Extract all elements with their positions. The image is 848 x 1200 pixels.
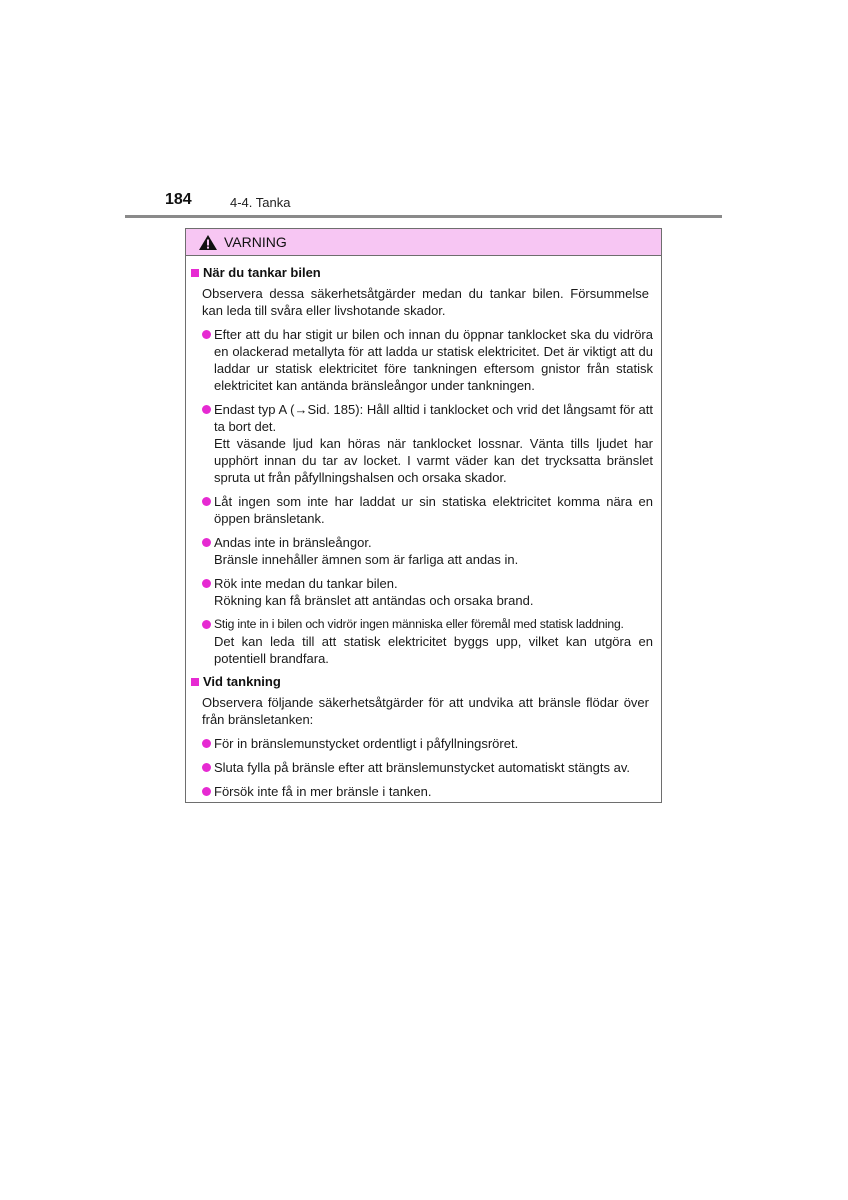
bullet-dot-icon: [202, 620, 211, 629]
list-item: [202, 783, 653, 800]
bullet-dot-icon: [202, 330, 211, 339]
list-item: [202, 575, 653, 609]
list-item-text: Det kan leda till att statisk elektricitet byggs upp, vilket kan utgöra en potentiell brandfara.: [214, 634, 653, 666]
page-number: 184: [165, 191, 192, 208]
list-item-text: Rökning kan få bränslet att antändas och orsaka brand.: [214, 593, 534, 608]
section-heading: [191, 265, 661, 280]
list-item: [202, 534, 653, 568]
bullet-dot-icon: [202, 497, 211, 506]
bullet-dot-icon: [202, 405, 211, 414]
list-item: [202, 493, 653, 527]
list-item: [202, 735, 653, 752]
warning-header: [186, 229, 661, 256]
warning-content: [186, 255, 661, 800]
list-item-text: Bränsle innehåller ämnen som är farliga att andas in.: [214, 552, 519, 567]
warning-title: VARNING: [224, 234, 287, 250]
list-item-text: Försök inte få in mer bränsle i tanken.: [214, 784, 432, 799]
section-heading-text: När du tankar bilen: [203, 265, 321, 280]
square-bullet-icon: [191, 269, 199, 277]
bullet-dot-icon: [202, 787, 211, 796]
bullet-dot-icon: [202, 579, 211, 588]
list-item-text: Sluta fylla på bränsle efter att bränslemunstycket automatiskt stängts av.: [214, 760, 630, 775]
list-item: [202, 759, 653, 776]
warning-box: [185, 228, 662, 803]
header-divider: [125, 215, 722, 218]
list-item: [202, 326, 653, 394]
list-item-text: Ett väsande ljud kan höras när tanklocket lossnar. Vänta tills ljudet har upphört innan du tar av locket. I varmt väder kan det trycksatta bränslet spruta ut från påfyllningshalsen och orsaka skador.: [214, 436, 653, 485]
list-item: [202, 616, 653, 667]
list-item: [202, 401, 653, 486]
section-intro: Observera dessa säkerhetsåtgärder medan du tankar bilen. Försummelse kan leda till svåra eller livshotande skador.: [202, 286, 649, 318]
square-bullet-icon: [191, 678, 199, 686]
list-item-text: Låt ingen som inte har laddat ur sin statiska elektricitet komma nära en öppen bränsletank.: [214, 494, 653, 526]
list-item-text: Endast typ A (→Sid. 185): Håll alltid i tanklocket och vrid det långsamt för att ta bort det.: [214, 402, 653, 434]
list-item-text: Stig inte in i bilen och vidrör ingen människa eller föremål med statisk laddning.: [214, 617, 624, 631]
bullet-dot-icon: [202, 538, 211, 547]
warning-triangle-icon: [198, 234, 218, 251]
bullet-dot-icon: [202, 739, 211, 748]
section-heading: [191, 674, 661, 689]
list-item-text: Efter att du har stigit ur bilen och innan du öppnar tanklocket ska du vidröra en olackerad metallyta för att ladda ur statisk elektricitet. Det är viktigt att du laddar ur statisk elektricitet före tankningen eftersom gnistor från statisk elektricitet kan antända bränsleångor under tankningen.: [214, 327, 653, 393]
section-heading-text: Vid tankning: [203, 674, 281, 689]
section-title: 4-4. Tanka: [230, 195, 291, 210]
list-item-text: För in bränslemunstycket ordentligt i påfyllningsröret.: [214, 736, 519, 751]
bullet-dot-icon: [202, 763, 211, 772]
section-intro: Observera följande säkerhetsåtgärder för att undvika att bränsle flödar över från bränsletanken:: [202, 695, 649, 727]
list-item-text: Andas inte in bränsleångor.: [214, 535, 372, 550]
list-item-text: Rök inte medan du tankar bilen.: [214, 576, 398, 591]
